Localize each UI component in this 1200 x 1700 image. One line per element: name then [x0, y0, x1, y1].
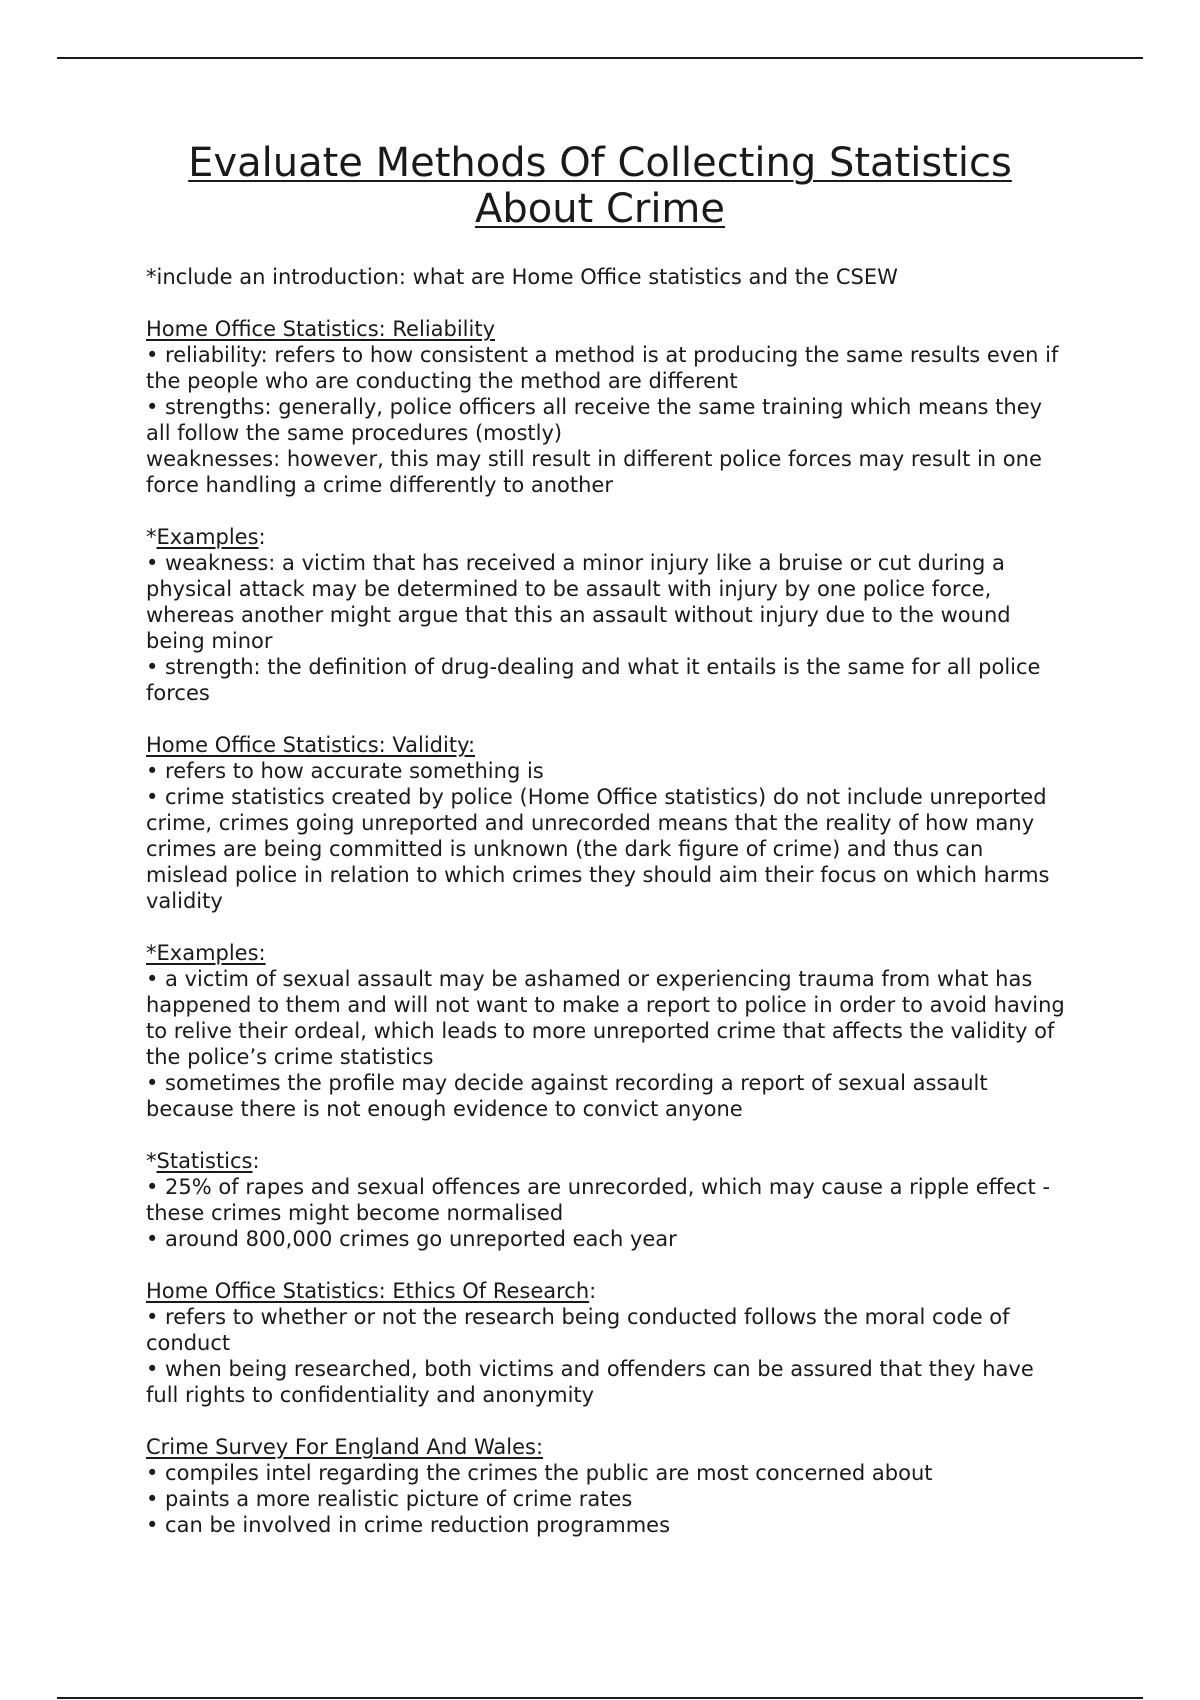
list-item: • 25% of rapes and sexual offences are unrecorded, which may cause a ripple effect - these crimes might become normalised: [146, 1175, 1051, 1225]
list-item: • refers to how accurate something is: [146, 759, 544, 783]
list-item: • when being researched, both victims and offenders can be assured that they have full rights to confidentiality and anonymity: [146, 1357, 1034, 1407]
section-ethics: Home Office Statistics: Ethics Of Research: • refers to whether or not the research being conducted follows the moral code of conduct • when being researched, both victims and offenders can be assured that they have full rights to confidentiality and anonymity: [146, 1278, 1066, 1408]
section-heading: *Examples:: [146, 941, 266, 965]
section-heading: Home Office Statistics: Validity:: [146, 733, 476, 757]
section-validity: [146, 732, 1066, 914]
title-line-1: Evaluate Methods Of Collecting Statistics: [188, 140, 1012, 186]
section-validity-examples: [146, 940, 1066, 1122]
list-item: • paints a more realistic picture of crime rates: [146, 1487, 633, 1511]
list-item: • refers to whether or not the research being conducted follows the moral code of conduct: [146, 1305, 1010, 1355]
section-reliability-examples: *Examples: • weakness: a victim that has received a minor injury like a bruise or cut during a physical attack may be determined to be assault with injury by one police force, whereas another might argue that this an assault without injury due to the wound being minor • strength: the definition of drug-dealing and what it entails is the same for all police forces: [146, 524, 1066, 706]
list-item: • strength: the definition of drug-dealing and what it entails is the same for all police forces: [146, 655, 1041, 705]
list-item: • can be involved in crime reduction programmes: [146, 1513, 671, 1537]
list-item: • a victim of sexual assault may be ashamed or experiencing trauma from what has happened to them and will not want to make a report to police in order to avoid having to relive their ordeal, which leads to more unreported crime that affects the validity of the police’s crime statistics: [146, 967, 1065, 1069]
title-line-2: About Crime: [474, 186, 726, 232]
bottom-rule: [57, 1697, 1143, 1699]
document-body: [146, 264, 1066, 1538]
document-title: [100, 140, 1100, 232]
list-item: • sometimes the profile may decide against recording a report of sexual assault because there is not enough evidence to convict anyone: [146, 1071, 988, 1121]
section-heading: Statistics: [156, 1149, 253, 1173]
intro-note: *include an introduction: what are Home Office statistics and the CSEW: [146, 265, 898, 289]
list-item: • weakness: a victim that has received a minor injury like a bruise or cut during a physical attack may be determined to be assault with injury by one police force, whereas another might argue that this an assault without injury due to the wound being minor: [146, 551, 1011, 653]
section-heading: Examples: [156, 525, 259, 549]
top-rule: [57, 57, 1143, 59]
list-item: • reliability: refers to how consistent a method is at producing the same results even if the people who are conducting the method are different: [146, 343, 1059, 393]
section-csew: [146, 1434, 1066, 1538]
list-item: weaknesses: however, this may still result in different police forces may result in one force handling a crime differently to another: [146, 447, 1042, 497]
list-item: • around 800,000 crimes go unreported each year: [146, 1227, 677, 1251]
section-statistics: *Statistics: • 25% of rapes and sexual offences are unrecorded, which may cause a ripple effect - these crimes might become normalised • around 800,000 crimes go unreported each year: [146, 1148, 1066, 1252]
list-item: • compiles intel regarding the crimes the public are most concerned about: [146, 1461, 933, 1485]
list-item: • crime statistics created by police (Home Office statistics) do not include unreported crime, crimes going unreported and unrecorded means that the reality of how many crimes are being committed is unknown (the dark figure of crime) and thus can mislead police in relation to which crimes they should aim their focus on which harms validity: [146, 785, 1050, 913]
section-heading: Crime Survey For England And Wales:: [146, 1435, 544, 1459]
section-heading: Home Office Statistics: Reliability: [146, 317, 496, 341]
section-heading: Home Office Statistics: Ethics Of Research: [146, 1279, 590, 1303]
section-reliability: [146, 316, 1066, 498]
list-item: • strengths: generally, police officers all receive the same training which means they all follow the same procedures (mostly): [146, 395, 1043, 445]
